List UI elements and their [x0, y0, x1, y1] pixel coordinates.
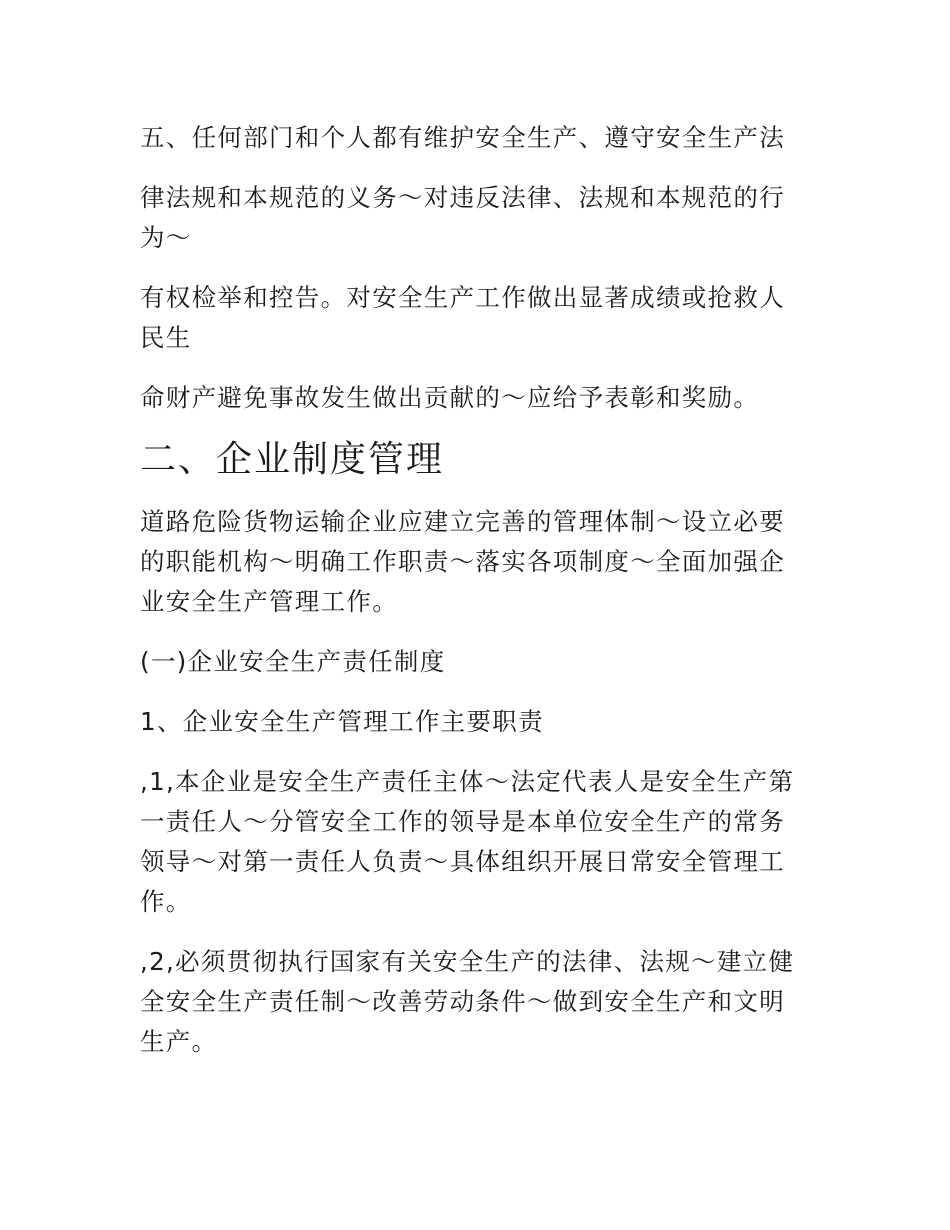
item-heading: 1、企业安全生产管理工作主要职责	[140, 707, 544, 736]
paragraph-line-3: 有权检举和控告。对安全生产工作做出显著成绩或抢救人民生	[140, 283, 785, 352]
section-heading: 二、企业制度管理	[140, 439, 445, 480]
clause-2: ,2,必须贯彻执行国家有关安全生产的法律、法规～建立健全安全生产责任制～改善劳动条件～做到安全生产和文明生产。	[140, 947, 795, 1056]
document-page	[140, 118, 800, 1082]
paragraph-line-2: 律法规和本规范的义务～对违反法律、法规和本规范的行为～	[140, 183, 785, 252]
paragraph-line-1: 五、任何部门和个人都有维护安全生产、遵守安全生产法	[140, 123, 785, 152]
clause-1: ,1,本企业是安全生产责任主体～法定代表人是安全生产第一责任人～分管安全工作的领导是本单位安全生产的常务领导～对第一责任人负责～具体组织开展日常安全管理工作。	[140, 767, 795, 916]
paragraph-line-4: 命财产避免事故发生做出贡献的～应给予表彰和奖励。	[140, 383, 760, 412]
subsection-heading: (一)企业安全生产责任制度	[140, 647, 446, 676]
intro-paragraph: 道路危险货物运输企业应建立完善的管理体制～设立必要的职能机构～明确工作职责～落实各项制度～全面加强企业安全生产管理工作。	[140, 507, 785, 616]
